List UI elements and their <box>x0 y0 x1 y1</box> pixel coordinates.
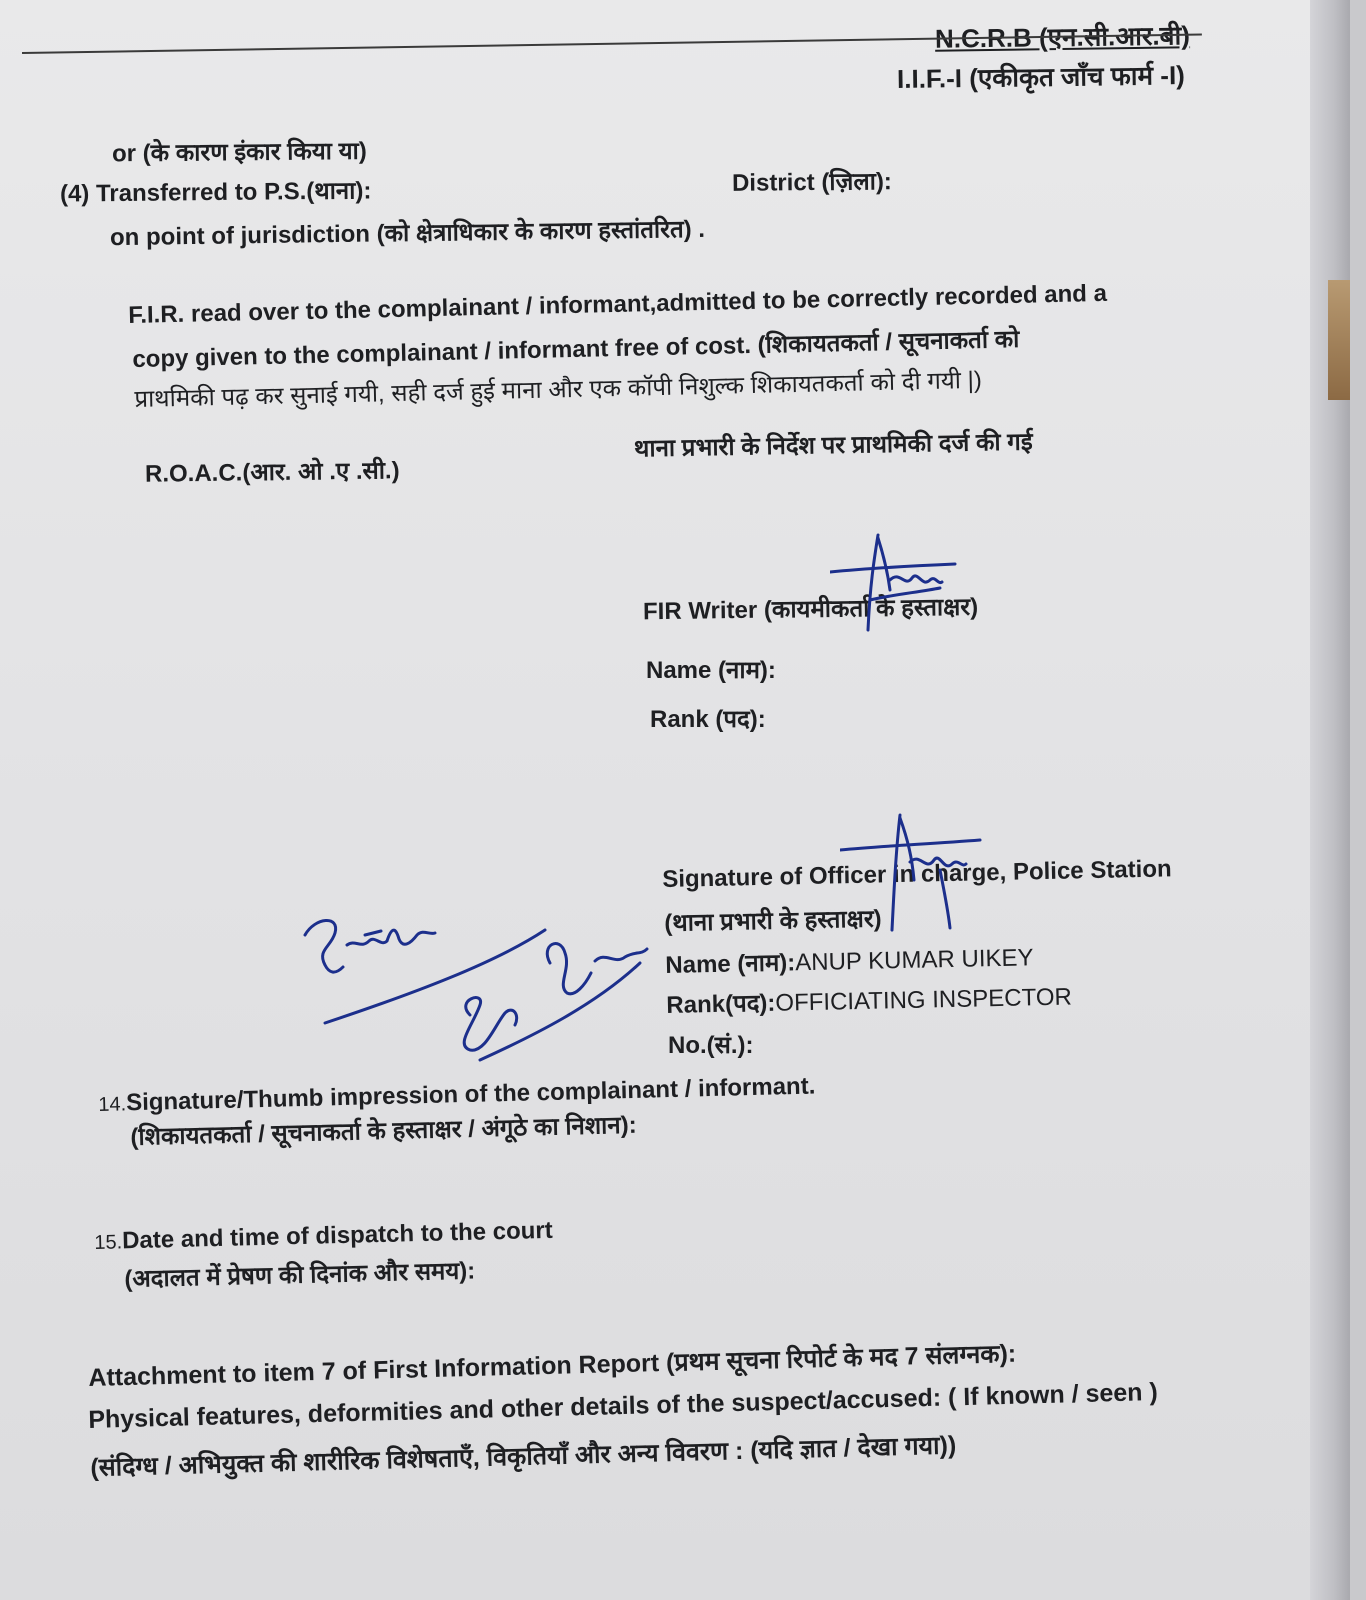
officer-signature-label-hi: (थाना प्रभारी के हस्ताक्षर) <box>664 905 882 937</box>
item-15 <box>94 1217 553 1256</box>
transferred-ps: (4) Transferred to P.S.(थाना): <box>59 177 372 208</box>
refused-text: or (के कारण इंकार किया या) <box>111 137 367 168</box>
officer-name-row <box>665 940 1034 981</box>
officer-rank-row <box>666 980 1072 1021</box>
item-14-number: 14. <box>98 1093 127 1116</box>
attachment-line2: Physical features, deformities and other details of the suspect/accused: ( If known / seen ) <box>88 1377 1159 1434</box>
item-14-label-hi: (शिकायतकर्ता / सूचनाकर्ता के हस्ताक्षर / अंगूठे का निशान): <box>130 1111 637 1151</box>
fir-read-line3: प्राथमिकी पढ़ कर सुनाई गयी, सही दर्ज हुई माना और एक कॉपी निशुल्क शिकायतकर्ता को दी गयी |) <box>134 366 983 413</box>
fir-writer-label: FIR Writer (कायमीकर्ता के हस्ताक्षर) <box>642 593 979 626</box>
fir-read-line2: copy given to the complainant / informant free of cost. (शिकायतकर्ता / सूचनाकर्ता को <box>132 325 1020 373</box>
ncrb-header: N.C.R.B (एन.सी.आर.बी) <box>934 20 1191 54</box>
officer-signature <box>840 810 990 940</box>
officer-signature-label: Signature of Officer in charge, Police Station <box>662 855 1172 893</box>
officer-name-label: Name (नाम): <box>665 949 796 979</box>
officer-rank-label: Rank(पद): <box>666 989 776 1019</box>
district-label: District (ज़िला): <box>731 168 893 197</box>
item-14-label: Signature/Thumb impression of the complainant / informant. <box>125 1072 816 1117</box>
officer-name: ANUP KUMAR UIKEY <box>794 944 1034 977</box>
fir-writer-signature <box>830 530 970 640</box>
complainant-signature <box>295 905 665 1075</box>
registered-note: थाना प्रभारी के निर्देश पर प्राथमिकी दर्ज की गई <box>633 428 1033 463</box>
page-edge-shadow <box>1310 0 1350 1600</box>
roac-label: R.O.A.C.(आर. ओ .ए .सी.) <box>144 457 400 488</box>
item-15-label-hi: (अदालत में प्रेषण की दिनांक और समय): <box>124 1257 476 1293</box>
item-15-label: Date and time of dispatch to the court <box>121 1216 554 1255</box>
fir-writer-name: Name (नाम): <box>646 657 776 684</box>
officer-rank: OFFICIATING INSPECTOR <box>775 983 1073 1017</box>
form-header: I.I.F.-I (एकीकृत जाँच फार्म -I) <box>896 59 1186 95</box>
officer-no-label: No.(सं.): <box>668 1032 754 1059</box>
background-fabric <box>1328 280 1350 400</box>
fir-writer-rank: Rank (पद): <box>650 706 766 733</box>
jurisdiction-text: on point of jurisdiction (को क्षेत्राधिकार के कारण हस्तांतरित) . <box>109 215 706 252</box>
attachment-line3: (संदिग्ध / अभियुक्त की शारीरिक विशेषताएँ, विकृतियाँ और अन्य विवरण : (यदि ज्ञात / देखा गया)) <box>90 1431 957 1482</box>
fir-read-line1: F.I.R. read over to the complainant / informant,admitted to be correctly recorded and a <box>128 279 1108 329</box>
item-15-number: 15. <box>94 1231 123 1254</box>
attachment-line1: Attachment to item 7 of First Information Report (प्रथम सूचना रिपोर्ट के मद 7 संलग्नक): <box>88 1339 1017 1392</box>
